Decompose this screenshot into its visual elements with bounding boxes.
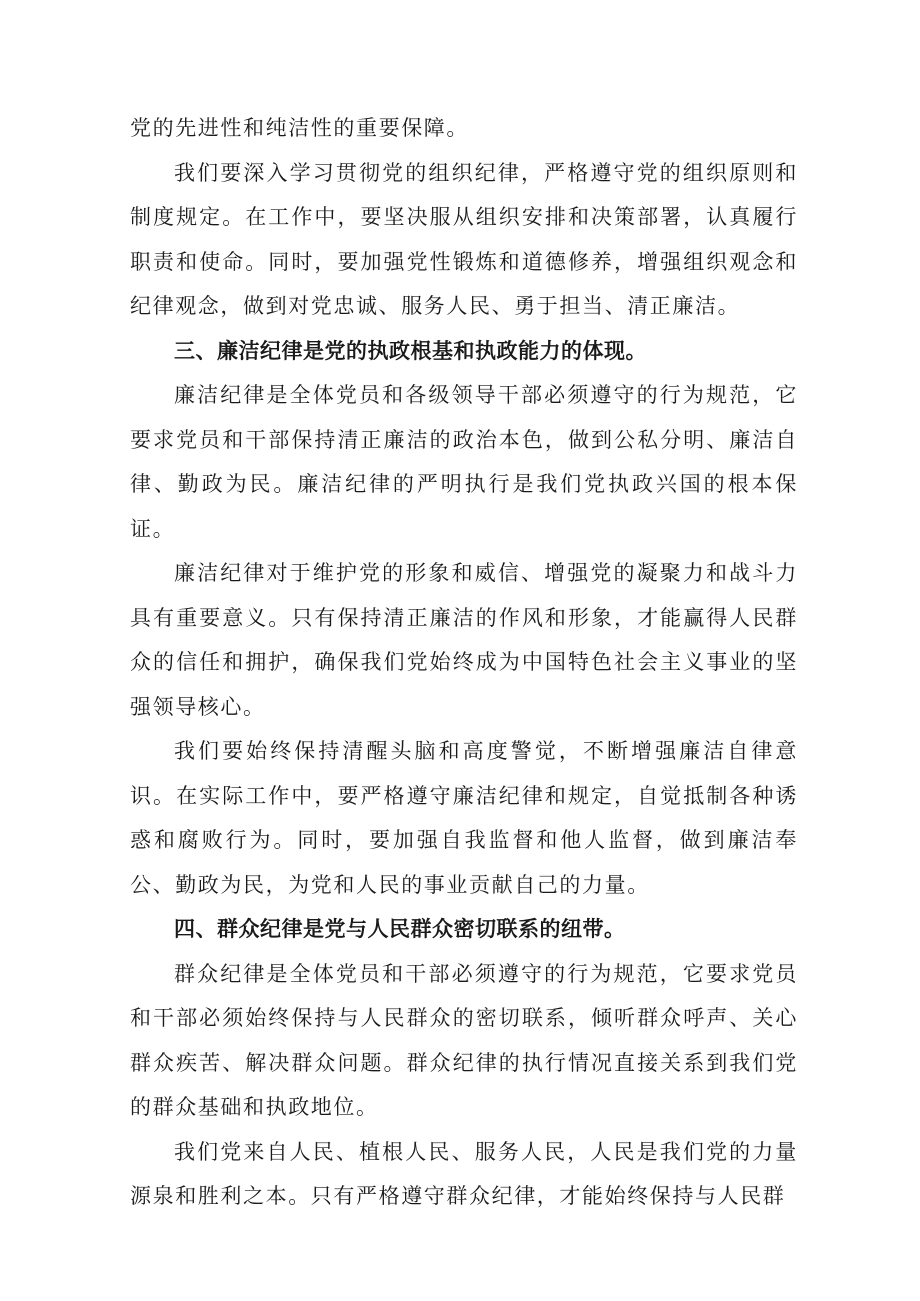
paragraph-integrity-definition: 廉洁纪律是全体党员和各级领导干部必须遵守的行为规范，它要求党员和干部保持清正廉洁的政治本色，做到公私分明、廉洁自律、勤政为民。廉洁纪律的严明执行是我们党执政兴国的根本保证。 (130, 383, 798, 541)
section-heading-integrity-discipline: 三、廉洁纪律是党的执政根基和执政能力的体现。 (174, 338, 647, 363)
paragraph-mass-people: 我们党来自人民、植根人民、服务人民，人民是我们党的力量源泉和胜利之本。只有严格遵守群众纪律，才能始终保持与人民群 (130, 1139, 798, 1208)
document-body (130, 106, 798, 1219)
paragraph-continuation: 党的先进性和纯洁性的重要保障。 (130, 116, 469, 140)
paragraph-mass-definition: 群众纪律是全体党员和干部必须遵守的行为规范，它要求党员和干部必须始终保持与人民群众的密切联系，倾听群众呼声、关心群众疾苦、解决群众问题。群众纪律的执行情况直接关系到我们党的群众基础和执政地位。 (130, 961, 798, 1119)
section-heading-mass-discipline: 四、群众纪律是党与人民群众密切联系的纽带。 (174, 917, 626, 941)
paragraph-integrity-action: 我们要始终保持清醒头脑和高度警觉，不断增强廉洁自律意识。在实际工作中，要严格遵守廉洁纪律和规定，自觉抵制各种诱惑和腐败行为。同时，要加强自我监督和他人监督，做到廉洁奉公、勤政为民，为党和人民的事业贡献自己的力量。 (130, 739, 798, 897)
paragraph-integrity-significance: 廉洁纪律对于维护党的形象和威信、增强党的凝聚力和战斗力具有重要意义。只有保持清正廉洁的作风和形象，才能赢得人民群众的信任和拥护，确保我们党始终成为中国特色社会主义事业的坚强领导核心。 (130, 561, 798, 719)
paragraph-organizational-discipline: 我们要深入学习贯彻党的组织纪律，严格遵守党的组织原则和制度规定。在工作中，要坚决服从组织安排和决策部署，认真履行职责和使命。同时，要加强党性锻炼和道德修养，增强组织观念和纪律观念，做到对党忠诚、服务人民、勇于担当、清正廉洁。 (130, 160, 798, 318)
